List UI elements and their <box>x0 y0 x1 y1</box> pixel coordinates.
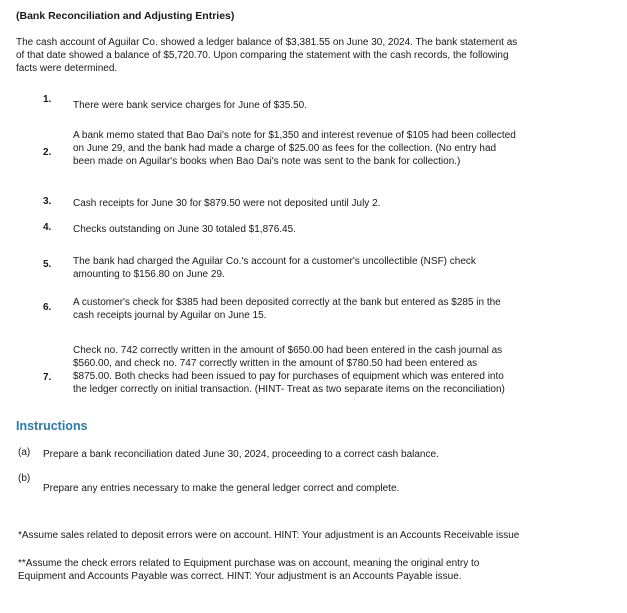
part-label: (a) <box>18 447 31 458</box>
item-text: Check no. 742 correctly written in the amount of $650.00 had been entered in the cash journal as $560.00, and check no. 747 correctly written in the amount of $780.50 had been entered as $875.00. Both checks had been issued to pay for purchases of equipment which was entered into the ledger correctly on initial transaction. (HINT- Treat as two separate items on the reconciliation) <box>73 345 505 395</box>
item-number: 1. <box>43 94 52 105</box>
item-number: 4. <box>43 222 52 233</box>
note-accounts-payable: **Assume the check errors related to Equipment purchase was on account, meaning the original entry to Equipment and Accounts Payable was correct. HINT: Your adjustment is an Accounts Payable issue. <box>18 558 480 582</box>
item-number: 6. <box>43 302 52 313</box>
part-text: Prepare any entries necessary to make the general ledger correct and complete. <box>43 483 400 494</box>
part-text: Prepare a bank reconciliation dated June 30, 2024, proceeding to a correct cash balance. <box>43 449 439 460</box>
item-number: 2. <box>43 147 52 158</box>
intro-paragraph: The cash account of Aguilar Co. showed a ledger balance of $3,381.55 on June 30, 2024. The bank statement as of that date showed a balance of $5,720.70. Upon comparing the statement with the cash records, the following facts were determined. <box>16 37 518 74</box>
item-number: 5. <box>43 259 52 270</box>
item-number: 7. <box>43 372 52 383</box>
item-text: A customer's check for $385 had been deposited correctly at the bank but entered as $285 in the cash receipts journal by Aguilar on June 15. <box>73 297 501 321</box>
item-text: There were bank service charges for June of $35.50. <box>73 100 308 111</box>
instructions-heading: Instructions <box>16 419 88 433</box>
part-label: (b) <box>18 473 31 484</box>
item-text: A bank memo stated that Bao Dai's note for $1,350 and interest revenue of $105 had been collected on June 29, and the bank had made a charge of $25.00 as fees for the collection. (No entry had been made on Aguilar's books when Bao Dai's note was sent to the bank for collection.) <box>73 130 516 167</box>
item-text: Checks outstanding on June 30 totaled $1,876.45. <box>73 224 296 235</box>
note-accounts-receivable: *Assume sales related to deposit errors were on account. HINT: Your adjustment is an Accounts Receivable issue <box>18 530 520 541</box>
item-text: The bank had charged the Aguilar Co.'s account for a customer's uncollectible (NSF) check amounting to $156.80 on June 29. <box>73 256 476 280</box>
problem-title: (Bank Reconciliation and Adjusting Entries) <box>16 10 235 22</box>
item-number: 3. <box>43 196 52 207</box>
item-text: Cash receipts for June 30 for $879.50 were not deposited until July 2. <box>73 198 381 209</box>
